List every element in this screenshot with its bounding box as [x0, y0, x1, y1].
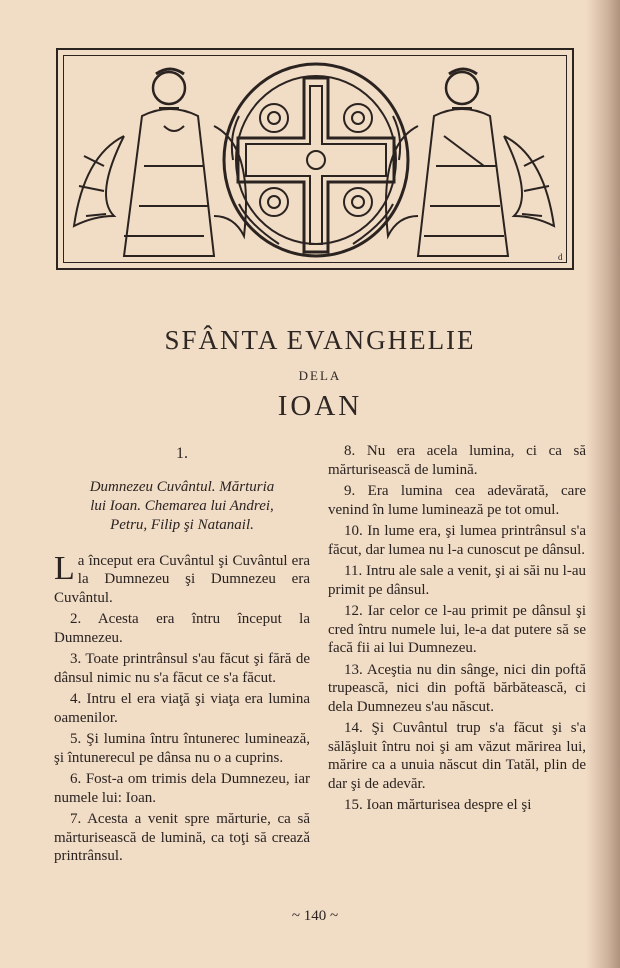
- verse-5: 5. Şi lumina întru întunerec luminează, şi întunerecul pe dânsa nu o a cuprins.: [54, 731, 310, 766]
- header-engraving: [56, 48, 574, 270]
- drop-cap: L: [54, 549, 75, 587]
- chapter-number: 1.: [176, 445, 188, 462]
- verse-12: 12. Iar celor ce l-au primit pe dânsul şi cred întru numele lui, le-a dat putere să se facă fii ai lui Dumnezeu.: [328, 603, 586, 656]
- verse-13: 13. Aceştia nu din sânge, nici din poftă trupească, nici din poftă bărbătească, ci dela Dumnezeu s'au născut.: [328, 661, 586, 715]
- gospel-title: SFÂNTA EVANGHELIE: [164, 325, 476, 355]
- verse-7: 7. Acesta a venit spre mărturie, ca să mărturisească de lumină, ca toţi să creazǎ printrânsul.: [54, 811, 310, 864]
- engraver-signature: d: [558, 252, 563, 262]
- summary-line: lui Ioan. Chemarea lui Andrei,: [90, 497, 274, 514]
- page-edge-shadow: [586, 0, 620, 968]
- verse-6: 6. Fost-a om trimis dela Dumnezeu, iar numele lui: Ioan.: [54, 771, 310, 806]
- verse-10: 10. In lume era, şi lumea printrânsul s'a făcut, dar lumea nu l-a cunoscut pe dânsul.: [328, 523, 586, 558]
- verse-3: 3. Toate printrânsul s'au făcut şi fără de dânsul nimic nu s'a făcut ce s'a făcut.: [54, 651, 310, 686]
- chapter-summary: [54, 478, 310, 535]
- angels-cross-engraving-icon: [64, 56, 567, 263]
- verse-9: 9. Era lumina cea adevărată, care venind în lume luminează pe tot omul.: [328, 483, 586, 518]
- verse-8: 8. Nu era acela lumina, ci ca să mărturisească de lumină.: [328, 443, 586, 478]
- verse-1: [54, 549, 310, 608]
- verse-11: 11. Intru ale sale a venit, şi ai săi nu l-au primit pe dânsul.: [328, 563, 586, 598]
- right-column: [328, 442, 586, 818]
- left-column: [54, 445, 310, 869]
- gospel-author: IOAN: [277, 390, 363, 422]
- page-number: ~ 140 ~: [291, 908, 339, 924]
- verse-15: 15. Ioan mărturisea despre el şi: [344, 797, 532, 813]
- verse-4: 4. Intru el era viaţă şi viaţa era lumina oamenilor.: [54, 691, 310, 726]
- gospel-title-connector: DELA: [298, 368, 342, 383]
- summary-line: Dumnezeu Cuvântul. Mărturia: [89, 478, 275, 495]
- summary-line: Petru, Filip şi Natanail.: [110, 516, 254, 533]
- verse-2: 2. Acesta era întru început la Dumnezeu.: [54, 611, 310, 646]
- verse-14: 14. Şi Cuvântul trup s'a făcut şi s'a sălăşluit întru noi şi am văzut mărirea lui, mărire ca a unuia născut din Tatăl, plin de dar şi de adevăr.: [328, 720, 586, 792]
- verse-text: a început era Cuvântul şi Cuvântul era la Dumnezeu şi Dumnezeu era Cuvântul.: [54, 552, 310, 606]
